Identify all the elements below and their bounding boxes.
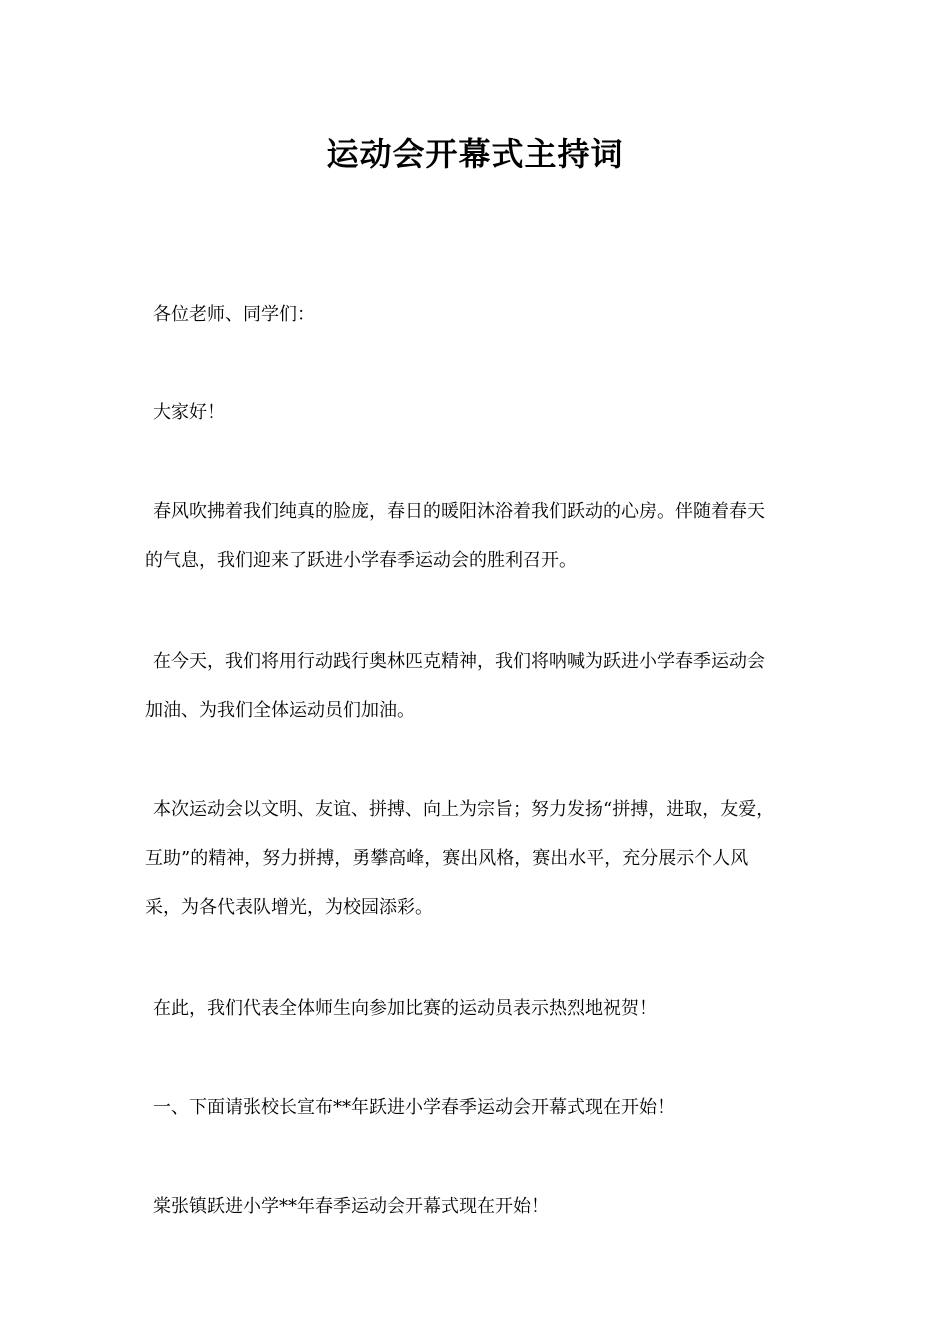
paragraph-salutation (145, 290, 835, 339)
paragraph-announcement (145, 1083, 835, 1132)
paragraph-olympic-spirit (145, 637, 835, 735)
paragraph-opening (145, 1182, 835, 1231)
paragraph-spring (145, 487, 835, 585)
paragraph-line: 大家好！ (153, 402, 225, 423)
paragraph-purpose (145, 785, 835, 932)
paragraph-line: 一、下面请张校长宣布**年跃进小学春季运动会开幕式现在开始！ (153, 1097, 675, 1118)
paragraph-line: 互助”的精神，努力拼搏，勇攀高峰，赛出风格，赛出水平，充分展示个人风 (145, 848, 749, 869)
document-title: 运动会开幕式主持词 (326, 135, 624, 173)
paragraph-line: 各位老师、同学们： (153, 304, 315, 325)
paragraph-line: 春风吹拂着我们纯真的脸庞，春日的暖阳沐浴着我们跃动的心房。伴随着春天 (153, 501, 765, 522)
paragraph-line: 加油、为我们全体运动员们加油。 (145, 700, 415, 721)
paragraph-line: 的气息，我们迎来了跃进小学春季运动会的胜利召开。 (145, 550, 577, 571)
paragraph-congratulations (145, 984, 835, 1033)
paragraph-line: 棠张镇跃进小学**年春季运动会开幕式现在开始！ (153, 1196, 549, 1217)
paragraph-greeting (145, 388, 835, 437)
paragraph-line: 在今天，我们将用行动践行奥林匹克精神，我们将呐喊为跃进小学春季运动会 (153, 651, 765, 672)
paragraph-line: 在此，我们代表全体师生向参加比赛的运动员表示热烈地祝贺！ (153, 998, 657, 1019)
paragraph-line: 本次运动会以文明、友谊、拼搏、向上为宗旨；努力发扬“拼搏，进取，友爱， (153, 799, 775, 820)
paragraph-line: 采，为各代表队增光，为校园添彩。 (145, 897, 433, 918)
